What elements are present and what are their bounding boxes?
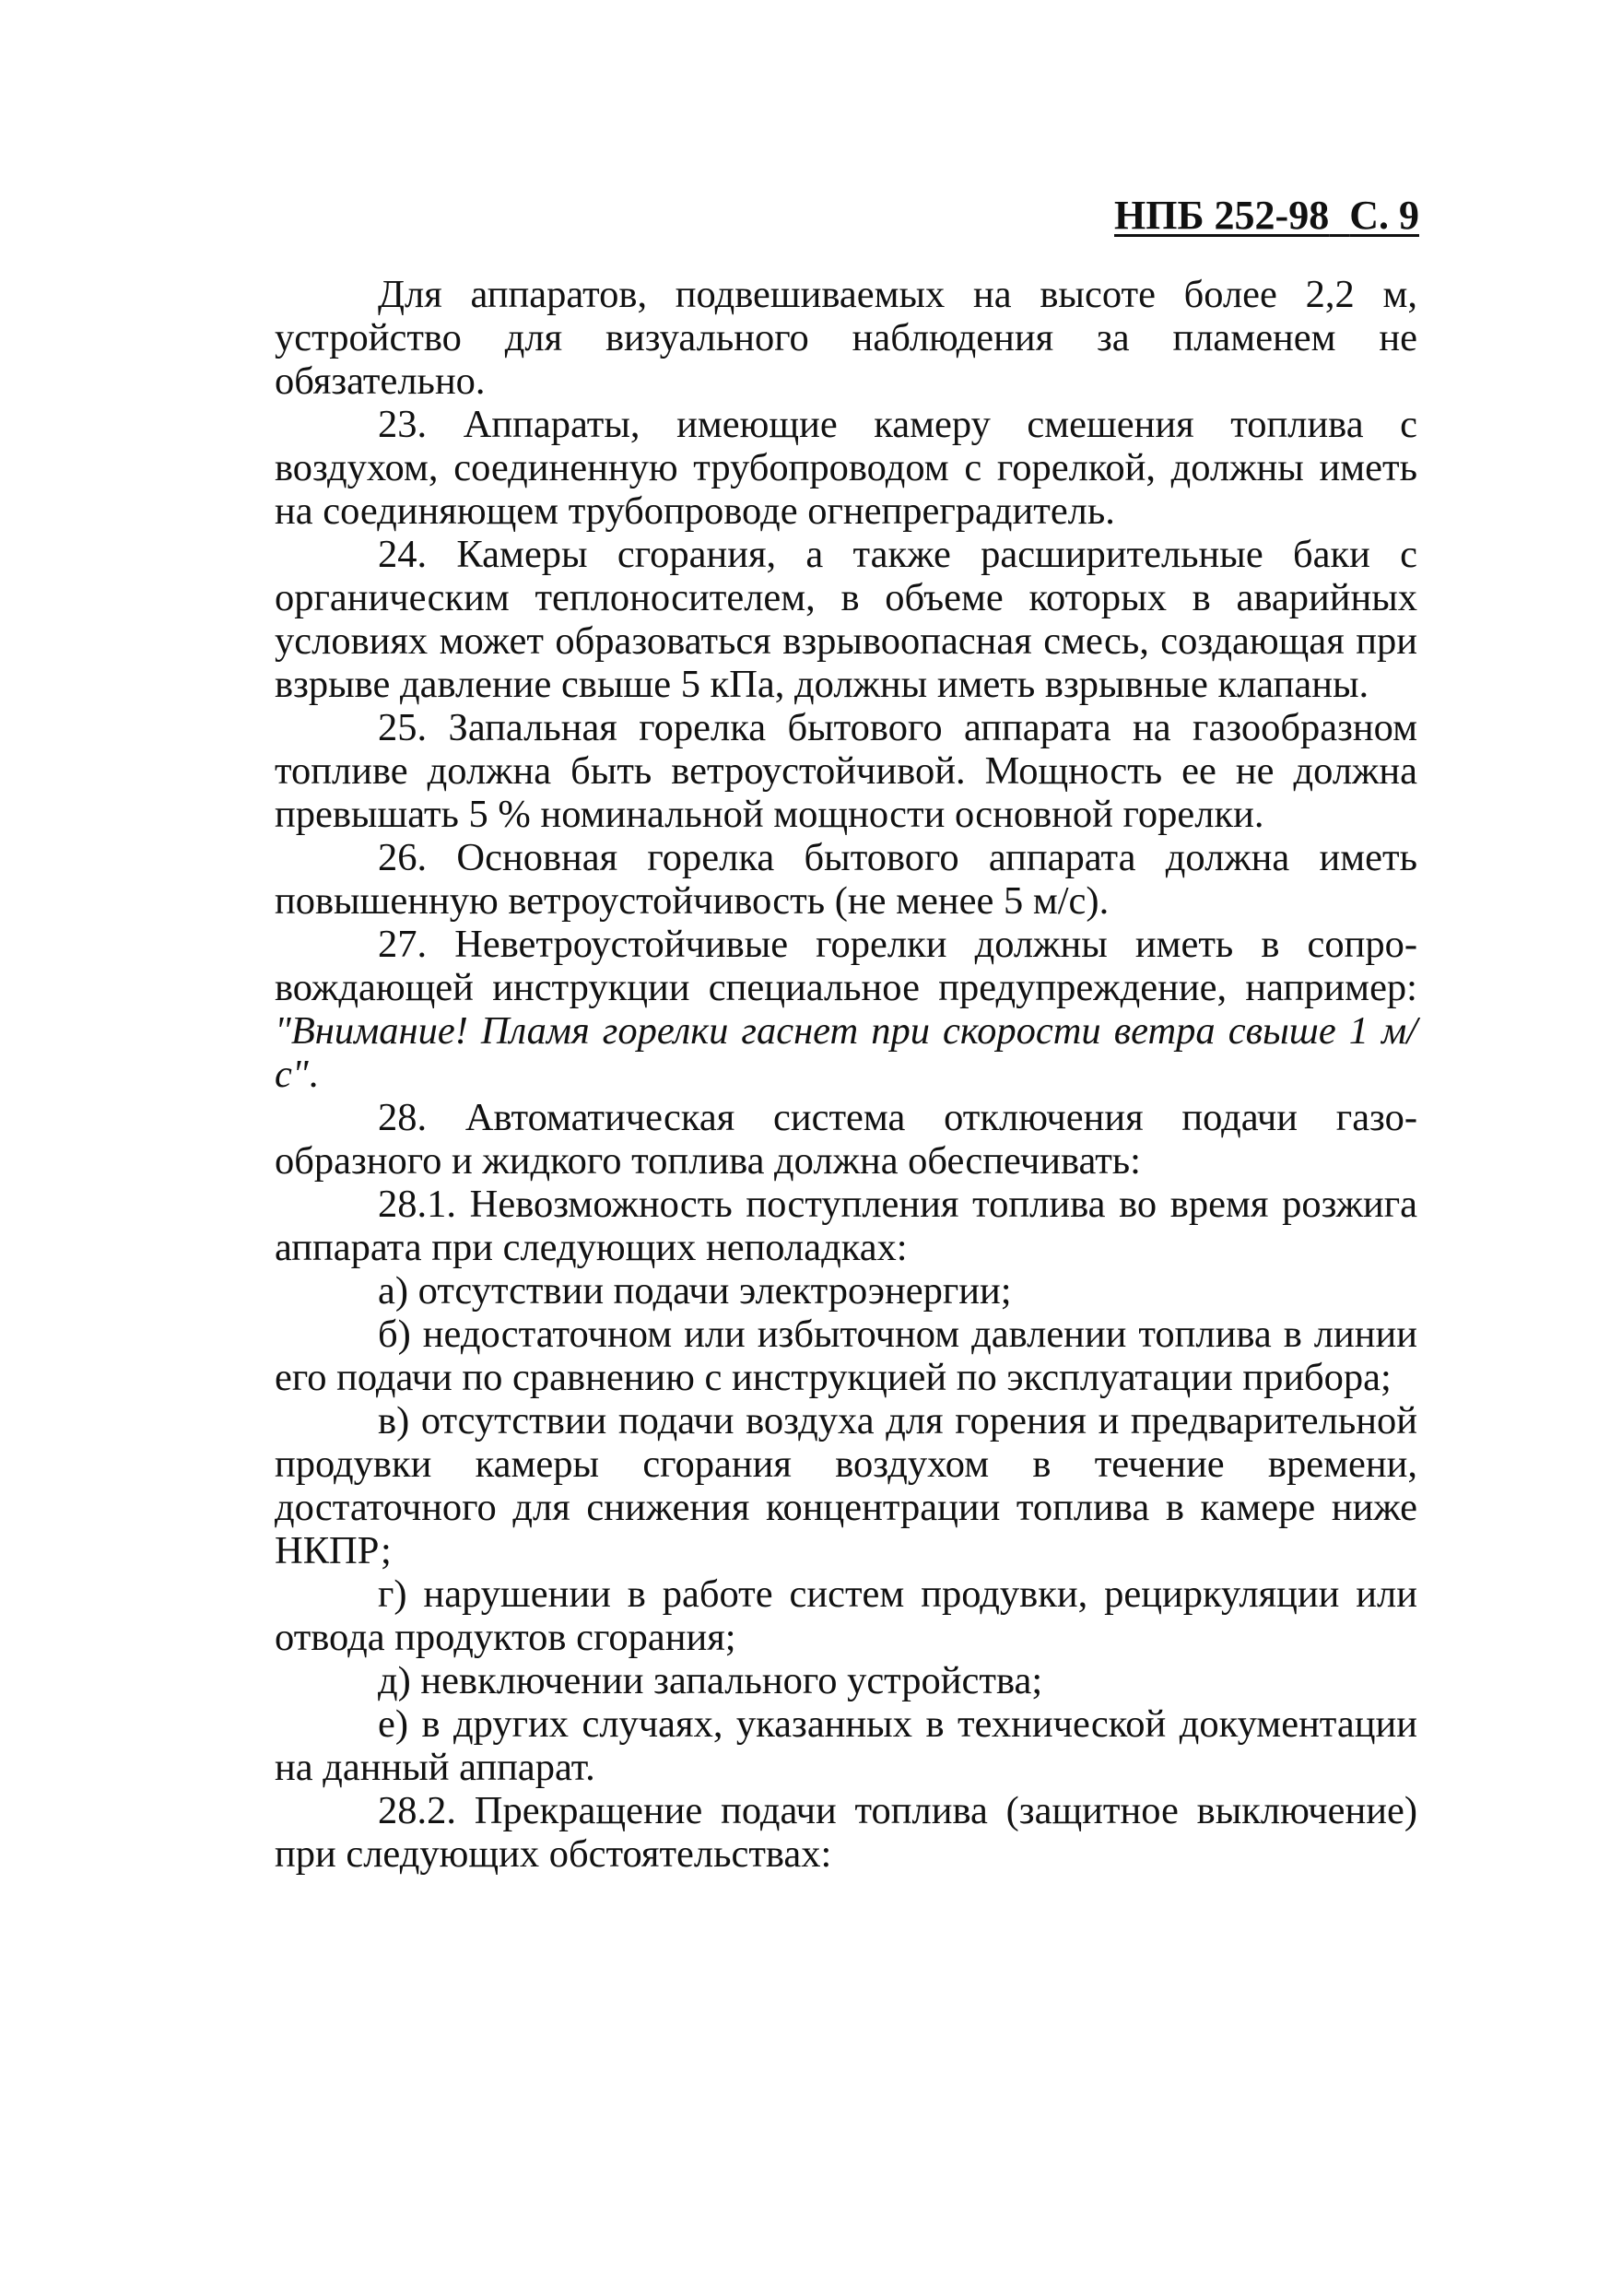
list-item-e: е) в других случаях, указанных в технической документации на данный аппарат. xyxy=(275,1702,1417,1789)
list-item-v: в) отсутствии подачи воздуха для горения и предварительной продувки камеры сгорания воздухом в течение времени, достаточного для снижения концентрации топлива в камере ниже НКПР; xyxy=(275,1399,1417,1572)
wind-warning-quote: "Внимание! Пламя горелки гаснет при скорости ветра свыше 1 м/с" xyxy=(275,1009,1417,1096)
list-item-a: а) отсутствии подачи электроэнергии; xyxy=(378,1269,1012,1313)
paragraph-27-lead: 27. Неветроустойчивые горелки должны иметь в сопровождающей инструкции специальное предупреждение, например: xyxy=(275,923,1417,1009)
paragraph-28: 28. Автоматическая система отключения подачи газообразного и жидкого топлива должна обеспечивать: xyxy=(275,1096,1417,1183)
list-item-d: д) невключении запального устройства; xyxy=(378,1659,1043,1702)
paragraph-23: 23. Аппараты, имеющие камеру смешения топлива с воздухом, соединенную трубопроводом с горелкой, должны иметь на соединяющем трубопроводе огнепреградитель. xyxy=(275,403,1417,533)
list-item-g: г) нарушении в работе систем продувки, рециркуляции или отвода продуктов сгорания; xyxy=(275,1572,1417,1659)
paragraph-25: 25. Запальная горелка бытового аппарата на газообразном топливе должна быть ветроустойчивой. Мощность ее не должна превышать 5 % номинальной мощности основной горелки. xyxy=(275,706,1417,836)
paragraph-intro: Для аппаратов, подвешиваемых на высоте более 2,2 м, устройство для визуального наблюдения за пламенем не обязательно. xyxy=(275,273,1417,403)
list-item-b: б) недостаточном или избыточном давлении топлива в линии его подачи по сравнению с инструкцией по эксплуатации прибора; xyxy=(275,1313,1417,1399)
paragraph-27-tail: . xyxy=(308,1053,319,1096)
paragraph-26: 26. Основная горелка бытового аппарата должна иметь повышенную ветроустойчивость (не менее 5 м/с). xyxy=(275,836,1417,923)
paragraph-27 xyxy=(275,923,1417,1096)
document-body xyxy=(275,273,1417,1876)
doc-code: НПБ 252-98 xyxy=(1114,193,1330,238)
page-number: С. 9 xyxy=(1349,193,1419,238)
paragraph-24: 24. Камеры сгорания, а также расширительные баки с органическим теплоносителем, в объеме которых в аварийных условиях может образоваться взрывоопасная смесь, создающая при взрыве давление свыше 5 кПа, должны иметь взрывные клапаны. xyxy=(275,533,1417,706)
page-header xyxy=(1087,190,1419,241)
paragraph-28-1: 28.1. Невозможность поступления топлива во время розжига аппарата при следующих неполадках: xyxy=(275,1183,1417,1269)
paragraph-28-2: 28.2. Прекращение подачи топлива (защитное выключение) при следующих обстоятельствах: xyxy=(275,1789,1417,1876)
